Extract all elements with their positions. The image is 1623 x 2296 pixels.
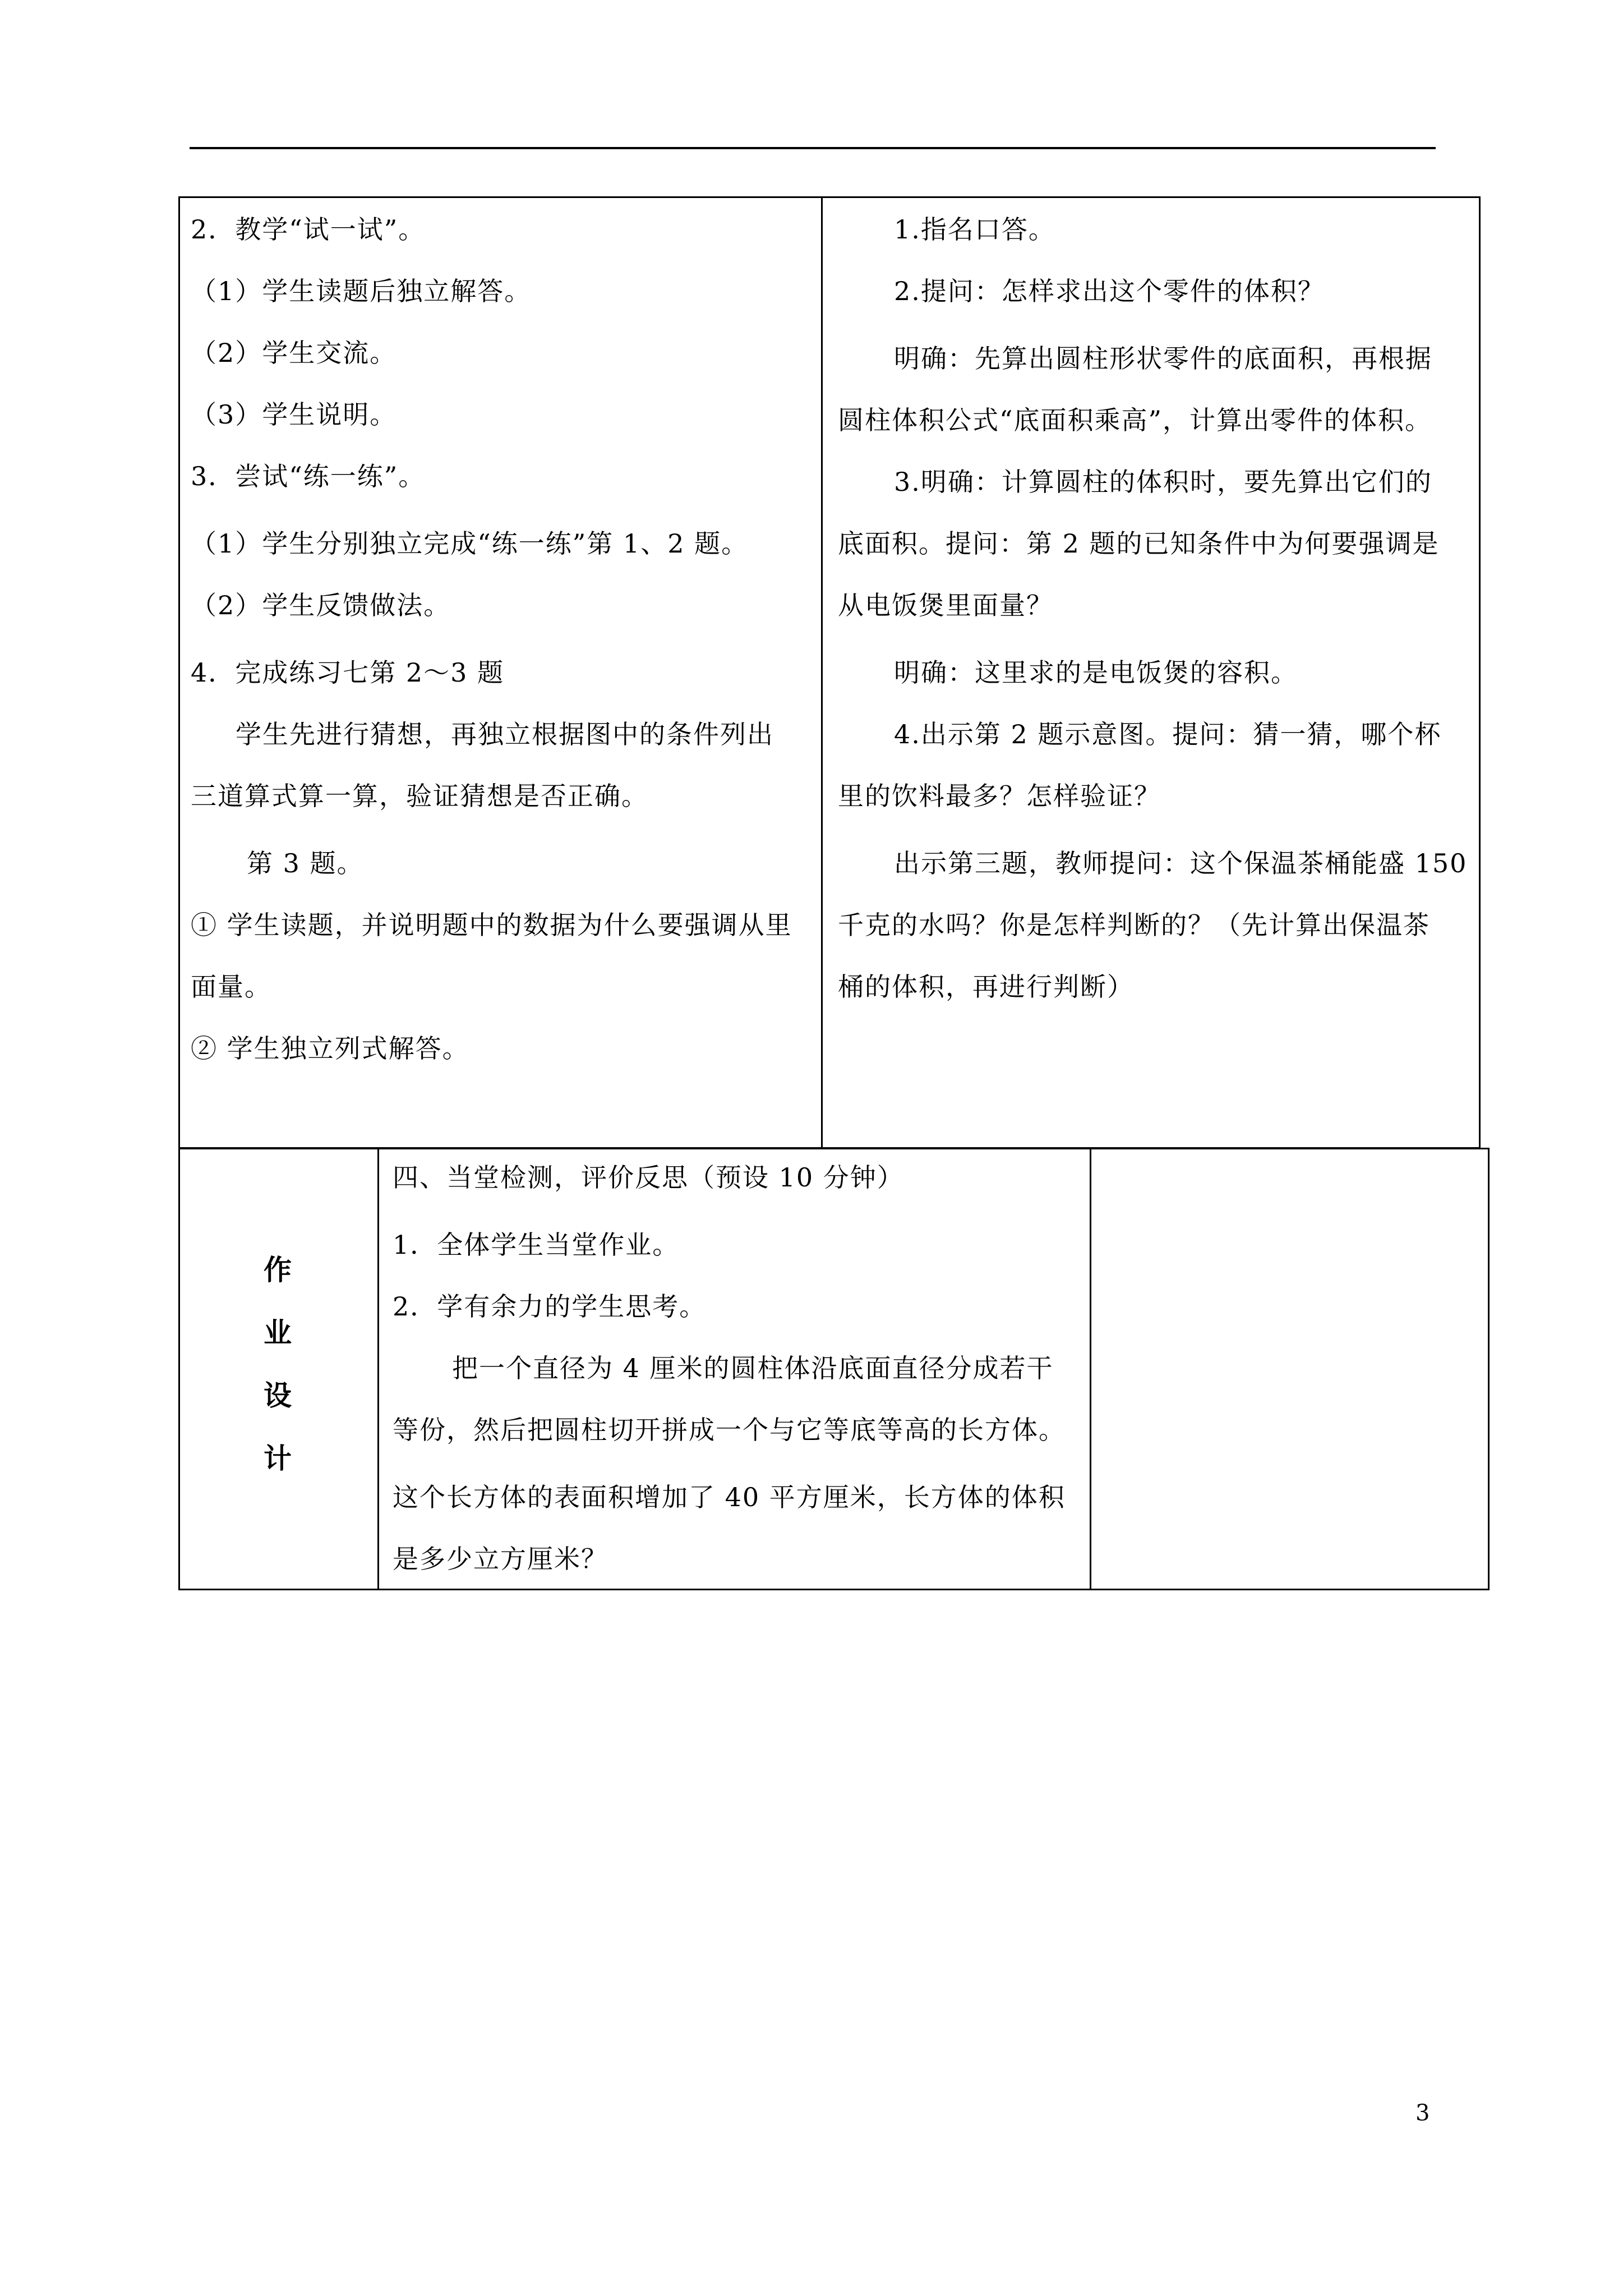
homework-line: 把一个直径为 4 厘米的圆柱体沿底面直径分成若干 bbox=[452, 1353, 1054, 1383]
upper-right-line: 3.明确：计算圆柱的体积时，要先算出它们的 bbox=[894, 467, 1432, 497]
homework-line: 2．学有余力的学生思考。 bbox=[393, 1291, 707, 1322]
upper-right-line: 底面积。提问：第 2 题的已知条件中为何要强调是 bbox=[838, 528, 1440, 559]
upper-left-line: （1）学生分别独立完成“练一练”第 1、2 题。 bbox=[191, 528, 749, 559]
upper-right-line: 出示第三题，教师提问：这个保温茶桶能盛 150 bbox=[894, 848, 1468, 878]
homework-line: 等份，然后把圆柱切开拼成一个与它等底等高的长方体。 bbox=[393, 1415, 1066, 1445]
page-number: 3 bbox=[1415, 2100, 1430, 2126]
upper-right-line: 千克的水吗？你是怎样判断的？（先计算出保温茶 bbox=[838, 910, 1430, 940]
upper-left-line: （3）学生说明。 bbox=[191, 399, 397, 430]
homework-line: 是多少立方厘米？ bbox=[393, 1544, 608, 1574]
lower-table-divider-2 bbox=[1090, 1148, 1091, 1590]
label-char: 业 bbox=[264, 1317, 292, 1349]
header-rule bbox=[190, 147, 1436, 149]
upper-left-line: ② 学生独立列式解答。 bbox=[191, 1033, 469, 1064]
upper-left-line: （2）学生反馈做法。 bbox=[191, 590, 451, 620]
upper-right-line: 从电饭煲里面量？ bbox=[838, 590, 1053, 620]
upper-right-line: 明确：这里求的是电饭煲的容积。 bbox=[894, 657, 1298, 688]
upper-right-line: 4.出示第 2 题示意图。提问：猜一猜，哪个杯 bbox=[894, 719, 1442, 749]
homework-line: 1．全体学生当堂作业。 bbox=[393, 1230, 680, 1260]
homework-line: 四、当堂检测，评价反思（预设 10 分钟） bbox=[393, 1162, 904, 1193]
label-char: 计 bbox=[264, 1442, 292, 1475]
upper-right-line: 明确：先算出圆柱形状零件的底面积，再根据 bbox=[894, 343, 1432, 374]
upper-left-line: （1）学生读题后独立解答。 bbox=[191, 276, 532, 306]
upper-right-line: 桶的体积，再进行判断） bbox=[838, 972, 1134, 1002]
upper-right-line: 1.指名口答。 bbox=[894, 214, 1055, 245]
upper-right-line: 2.提问：怎样求出这个零件的体积？ bbox=[894, 276, 1325, 306]
upper-left-line: 4．完成练习七第 2～3 题 bbox=[191, 657, 505, 688]
upper-left-line: （2）学生交流。 bbox=[191, 338, 397, 368]
label-char: 设 bbox=[264, 1379, 292, 1412]
lower-table-divider-1 bbox=[377, 1148, 379, 1590]
upper-left-line: 3．尝试“练一练”。 bbox=[191, 461, 426, 491]
upper-right-line: 圆柱体积公式“底面积乘高”，计算出零件的体积。 bbox=[838, 405, 1432, 435]
upper-right-line: 里的饮料最多？怎样验证？ bbox=[838, 781, 1161, 811]
upper-left-line: 第 3 题。 bbox=[247, 848, 364, 878]
upper-left-line: 学生先进行猜想，再独立根据图中的条件列出 bbox=[236, 719, 774, 749]
label-char: 作 bbox=[264, 1254, 292, 1286]
upper-left-line: 面量。 bbox=[191, 972, 271, 1002]
upper-left-line: 2．教学“试一试”。 bbox=[191, 214, 426, 245]
upper-left-line: 三道算式算一算，验证猜想是否正确。 bbox=[191, 781, 648, 811]
upper-table-divider bbox=[821, 196, 823, 1149]
upper-left-line: ① 学生读题，并说明题中的数据为什么要强调从里 bbox=[191, 910, 792, 940]
homework-line: 这个长方体的表面积增加了 40 平方厘米，长方体的体积 bbox=[393, 1482, 1066, 1512]
